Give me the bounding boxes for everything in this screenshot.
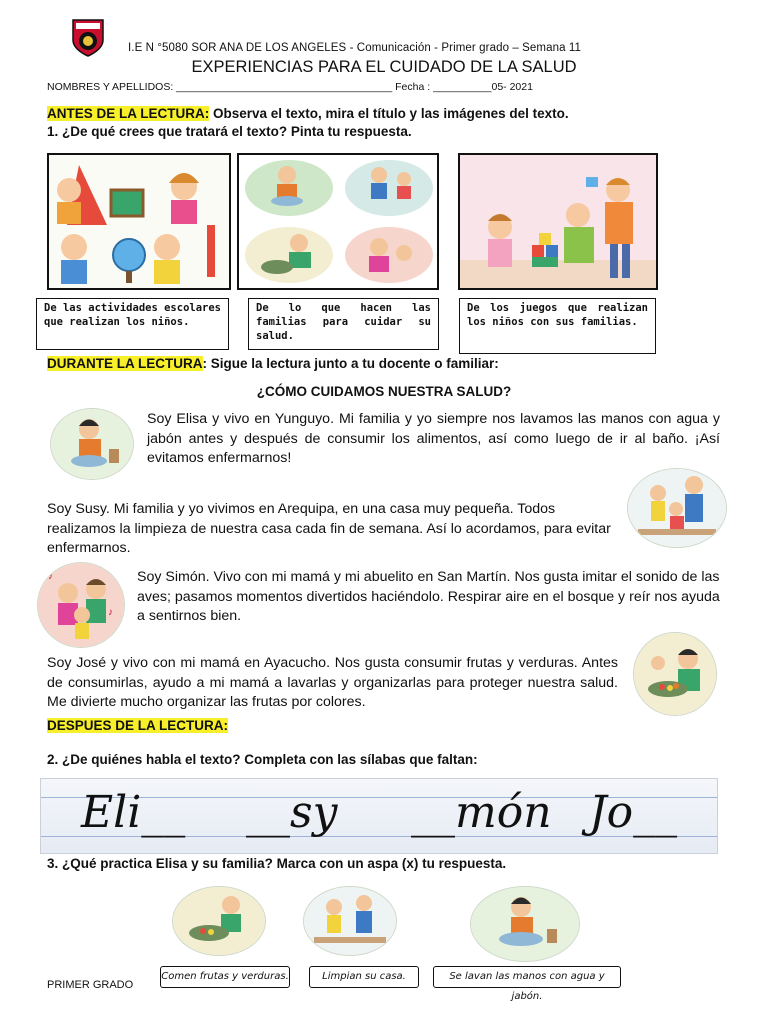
family-games-image (458, 153, 658, 290)
antes-instruction: Observa el texto, mira el título y las imágenes del texto. (209, 106, 569, 121)
durante-label: DURANTE LA LECTURA (47, 356, 203, 371)
answer-cleaning-image (303, 886, 397, 956)
family-health-image (237, 153, 439, 290)
answer-fruits-image (172, 886, 266, 956)
susy-cleaning-image (627, 468, 727, 548)
paragraph-susy: Soy Susy. Mi familia y yo vivimos en Arequipa, en una casa muy pequeña. Todos realizamos la limpieza de nuestra casa cada fin de semana. Así lo acordamos, para evitar enfermarnos. (47, 501, 611, 556)
answer-handwashing-image (470, 886, 580, 962)
reading-title: ¿CÓMO CUIDAMOS NUESTRA SALUD? (256, 384, 512, 399)
elisa-washing-hands-image (50, 408, 134, 480)
syllable-eli[interactable]: Eli__ (81, 787, 186, 838)
option-caption-games[interactable]: De los juegos que realizan los niños con sus familias. (459, 298, 656, 354)
answer-wash-hands[interactable]: Se lavan las manos con agua y jabón. (433, 966, 621, 988)
durante-instruction: : Sigue la lectura junto a tu docente o familiar: (202, 356, 499, 371)
paragraph-simon: Soy Simón. Vivo con mi mamá y mi abuelito en San Martín. Nos gusta imitar el sonido de las aves; pasamos momentos divertidos haciéndolo. Respirar aire en el bosque y reír nos ayuda a sentirnos bien. (137, 569, 720, 624)
syllable-jose[interactable]: Jo__ (589, 787, 678, 838)
despues-label: DESPUES DE LA LECTURA: (47, 718, 229, 733)
answer-eat-fruits[interactable]: Comen frutas y verduras. (160, 966, 290, 988)
svg-text:♪: ♪ (48, 571, 53, 582)
question-3: 3. ¿Qué practica Elisa y su familia? Marca con un aspa (x) tu respuesta. (47, 856, 507, 871)
paragraph-elisa: Soy Elisa y vivo en Yunguyo. Mi familia y yo siempre nos lavamos las manos con agua y jabón antes y después de consumir los alimentos, así como luego de ir al baño. ¡Así evitamos enfermarnos! (147, 411, 720, 466)
svg-text:♪: ♪ (108, 607, 113, 618)
paragraph-jose: Soy José y vivo con mi mamá en Ayacucho. Nos gusta consumir frutas y verduras. Antes de consumirlas, ayudo a mi mamá a lavarlas y organizarlas para proteger nuestra salud. Me divierte mucho organizar las frutas por colores. (47, 655, 618, 710)
school-logo (70, 18, 106, 58)
syllable-handwriting-strip (40, 778, 718, 854)
answer-clean-house[interactable]: Limpian su casa. (309, 966, 419, 988)
syllable-susy[interactable]: __sy (246, 787, 338, 838)
question-1: 1. ¿De qué crees que tratará el texto? Pinta tu respuesta. (47, 124, 412, 139)
simon-family-image (37, 562, 125, 648)
durante-heading (47, 356, 499, 371)
option-caption-family-health[interactable]: De lo que hacen las familias para cuidar su salud. (248, 298, 439, 350)
question-2: 2. ¿De quiénes habla el texto? Completa con las sílabas que faltan: (47, 752, 478, 767)
antes-label: ANTES DE LA LECTURA: (47, 106, 210, 121)
school-activities-image (47, 153, 231, 290)
antes-heading (47, 106, 569, 121)
names-date-line: NOMBRES Y APELLIDOS: _____________________________________ Fecha : __________05- 2021 (47, 81, 533, 93)
school-header: I.E N °5080 SOR ANA DE LOS ANGELES - Comunicación - Primer grado – Semana 11 (128, 42, 582, 54)
jose-washing-fruit-image (633, 632, 717, 716)
footer-grade: PRIMER GRADO (47, 979, 134, 991)
page-title: EXPERIENCIAS PARA EL CUIDADO DE LA SALUD (191, 58, 577, 76)
option-caption-school[interactable]: De las actividades escolares que realizan los niños. (36, 298, 229, 350)
syllable-simon[interactable]: __món (411, 787, 552, 838)
